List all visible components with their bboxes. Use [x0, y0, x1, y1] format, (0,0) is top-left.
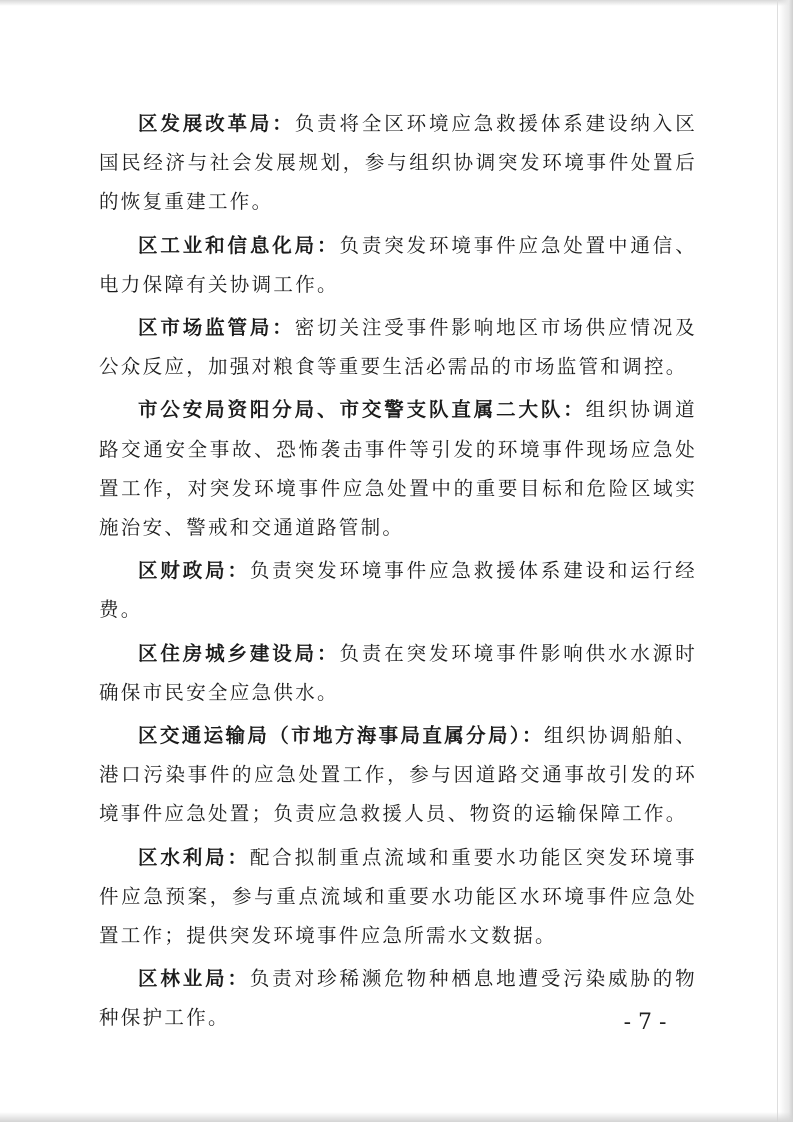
scan-line-right	[777, 0, 778, 1122]
department-name: 区住房城乡建设局：	[138, 641, 340, 665]
department-name: 区水利局：	[138, 845, 250, 869]
page-number: - 7 -	[623, 1010, 667, 1035]
duty-text: 负责突发环境事件应急处置中通信、电力保障有关协调工作。	[99, 233, 697, 296]
department-name: 区工业和信息化局：	[138, 233, 340, 257]
duty-text: 密切关注受事件影响地区市场供应情况及公众反应，加强对粮食等重要生活必需品的市场监管和调控。	[99, 316, 697, 379]
scan-edge-top	[0, 0, 793, 6]
duty-text: 负责突发环境事件应急救援体系建设和运行经费。	[99, 559, 697, 622]
duty-text: 负责对珍稀濒危物种栖息地遭受污染威胁的物种保护工作。	[99, 967, 697, 1030]
duty-text: 组织协调道路交通安全事故、恐怖袭击事件等引发的环境事件现场应急处置工作，对突发环境事件应急处置中的重要目标和危险区域实施治安、警戒和交通道路管制。	[99, 398, 697, 540]
department-name: 市公安局资阳分局、市交警支队直属二大队：	[138, 398, 586, 422]
paragraph-development-reform	[99, 104, 697, 222]
duty-text: 负责在突发环境事件影响供水水源时确保市民安全应急供水。	[99, 641, 697, 704]
paragraph-finance	[99, 551, 697, 629]
document-body	[99, 104, 697, 1042]
paragraph-housing-construction	[99, 634, 697, 712]
duty-text: 负责将全区环境应急救援体系建设纳入区国民经济与社会发展规划，参与组织协调突发环境事件处置后的恢复重建工作。	[99, 112, 697, 214]
duty-text: 配合拟制重点流域和重要水功能区突发环境事件应急预案，参与重点流域和重要水功能区水环境事件应急处置工作；提供突发环境事件应急所需水文数据。	[99, 845, 697, 948]
department-name: 区市场监管局：	[138, 316, 295, 340]
paragraph-water-resources	[99, 838, 697, 956]
paragraph-transportation	[99, 716, 697, 834]
scan-edge-right	[779, 0, 793, 1122]
department-name: 区交通运输局（市地方海事局直属分局）：	[138, 724, 544, 748]
duty-text: 组织协调船舶、港口污染事件的应急处置工作，参与因道路交通事故引发的环境事件应急处置；负责应急救援人员、物资的运输保障工作。	[99, 724, 698, 826]
paragraph-market-supervision	[99, 308, 697, 386]
paragraph-public-security	[99, 390, 697, 547]
scan-edge-bottom	[0, 1112, 793, 1122]
department-name: 区发展改革局：	[138, 112, 295, 135]
department-name: 区林业局：	[138, 967, 250, 991]
paragraph-industry-it	[99, 226, 697, 304]
department-name: 区财政局：	[138, 559, 250, 583]
